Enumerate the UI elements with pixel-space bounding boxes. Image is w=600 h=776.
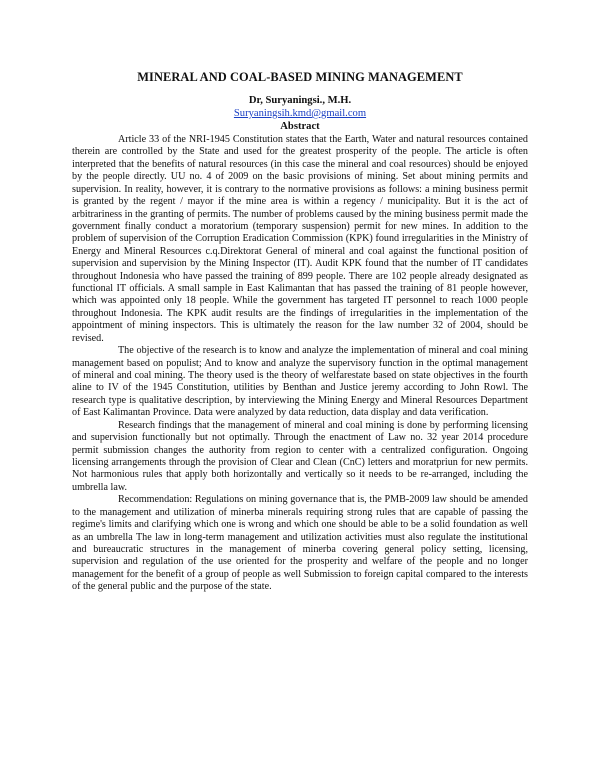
abstract-paragraph: Article 33 of the NRI-1945 Constitution states that the Earth, Water and natural resources contained therein are controlled by the State and used for the greatest prosperity of the people. The article is often interpreted that the benefits of natural resources (in this case the mineral and coal resources) should be enjoyed by the people directly. UU no. 4 of 2009 on the basic provisions of mining. Set about mining permits and supervision. In reality, however, it is contrary to the normative provisions as follows: a mining business permit is granted by the regent / mayor if the mine area is within a regency / municipality. But it is the act of arbitrariness in the granting of permits. The number of problems caused by the mining business permit made the government finally conduct a moratorium (temporary suspension) permit for new mines. In addition to the problem of supervision of the Corruption Eradication Commission (KPK) found irregularities in the Ministry of Energy and Mineral Resources c.q.Direktorat General of mineral and coal against the functional position of supervision and supervision by the Mining Inspector (IT). Audit KPK found that the number of IT candidates throughout Indonesia who have passed the training of 899 people. There are 102 people already designated as functional IT officials. A small sample in East Kalimantan that has passed the training of 81 people however, which was appointed only 18 people. While the government has targeted IT personnel to reach 1000 people throughout Indonesia. The KPK audit results are the findings of irregularities in the implementation of the appointment of mining inspectors. This is ultimately the reason for the law number 32 of 2004, should be revised. (72, 134, 528, 344)
abstract-paragraph: Research findings that the management of mineral and coal mining is done by performing licensing and supervision functionally but not optimally. Through the enactment of Law no. 32 year 2014 procedure permit submission changes the authority from region to center with a centralized configuration. Ongoing licensing arrangements through the provision of Clear and Clean (CnC) letters and moratpriun for new permits. Not harmonious rules that apply both horizontally and vertically so it needs to be re-arranged, including the umbrella law. (72, 419, 528, 493)
paper-title: MINERAL AND COAL-BASED MINING MANAGEMENT (137, 70, 463, 84)
abstract-paragraph: The objective of the research is to know and analyze the implementation of mineral and coal mining management based on populist; And to know and analyze the supervisory function in the optimal management of mineral and coal mining. The theory used is the theory of welfarestate based on state objectives in the fourth aline to IV of the 1945 Constitution, utilities by Benthan and Justice jeremy according to John Rowl. The research type is qualitative description, by interviewing the Mining Energy and Mineral Resources Department of East Kalimantan Province. Data were analyzed by data reduction, data display and data verification. (72, 345, 528, 419)
author-email-link[interactable]: Suryaningsih.kmd@gmail.com (233, 108, 367, 119)
abstract-body (72, 134, 528, 594)
abstract-paragraph: Recommendation: Regulations on mining governance that is, the PMB-2009 law should be amended to the management and utilization of minerba minerals requiring strong rules that are capable of passing the regime's limits and clarifying which one is wrong and which one should be able to be a solid foundation as well as an umbrella The law in long-term management and utilization activities must also regulate the institutional and bureaucratic structures in the management of minerba covering general policy setting, licensing, supervision and regulation of the use oriented for the prosperity and welfare of the people and no longer management for the benefit of a group of people as well Submission to foreign capital compared to the interests of the general public and the purpose of the state. (72, 494, 528, 593)
abstract-heading: Abstract (280, 121, 320, 132)
author-name: Dr, Suryaningsi., M.H. (248, 95, 352, 106)
